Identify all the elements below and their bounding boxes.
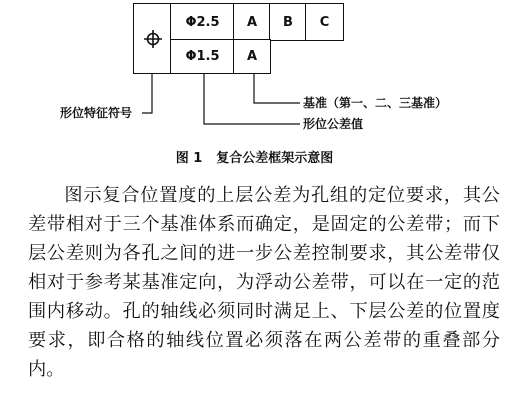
upper-datum-a-cell: A <box>233 3 271 41</box>
tolerance-label: 形位公差值 <box>303 117 364 131</box>
upper-datum-c-cell: C <box>305 3 344 41</box>
tolerance-frame-figure <box>0 0 509 180</box>
lower-tolerance-cell: Φ1.5 <box>170 39 235 74</box>
figure-title: 复合公差框架示意图 <box>216 151 334 166</box>
figure-caption <box>0 150 509 168</box>
lower-datum-a-cell: A <box>233 39 271 74</box>
upper-datum-b-cell: B <box>269 3 307 41</box>
figure-number: 图 1 <box>175 151 203 166</box>
body-paragraph: 图示复合位置度的上层公差为孔组的定位要求，其公差带相对于三个基准体系而确定，是固定的公差带；而下层公差则为各孔之间的进一步公差控制要求，其公差带仅相对于参考某基准定向，为浮动公差带，可以在一定的范围内移动。孔的轴线必须同时满足上、下层公差的位置度要求，即合格的轴线位置必须落在两公差带的重叠部分内。 <box>28 185 500 380</box>
tolerance-leader-line <box>204 74 300 124</box>
datum-label: 基准（第一、二、三基准） <box>303 96 448 110</box>
symbol-leader-line <box>142 74 152 113</box>
datum-leader-line <box>254 74 300 103</box>
symbol-label: 形位特征符号 <box>60 106 133 120</box>
upper-tolerance-cell: Φ2.5 <box>170 3 235 41</box>
